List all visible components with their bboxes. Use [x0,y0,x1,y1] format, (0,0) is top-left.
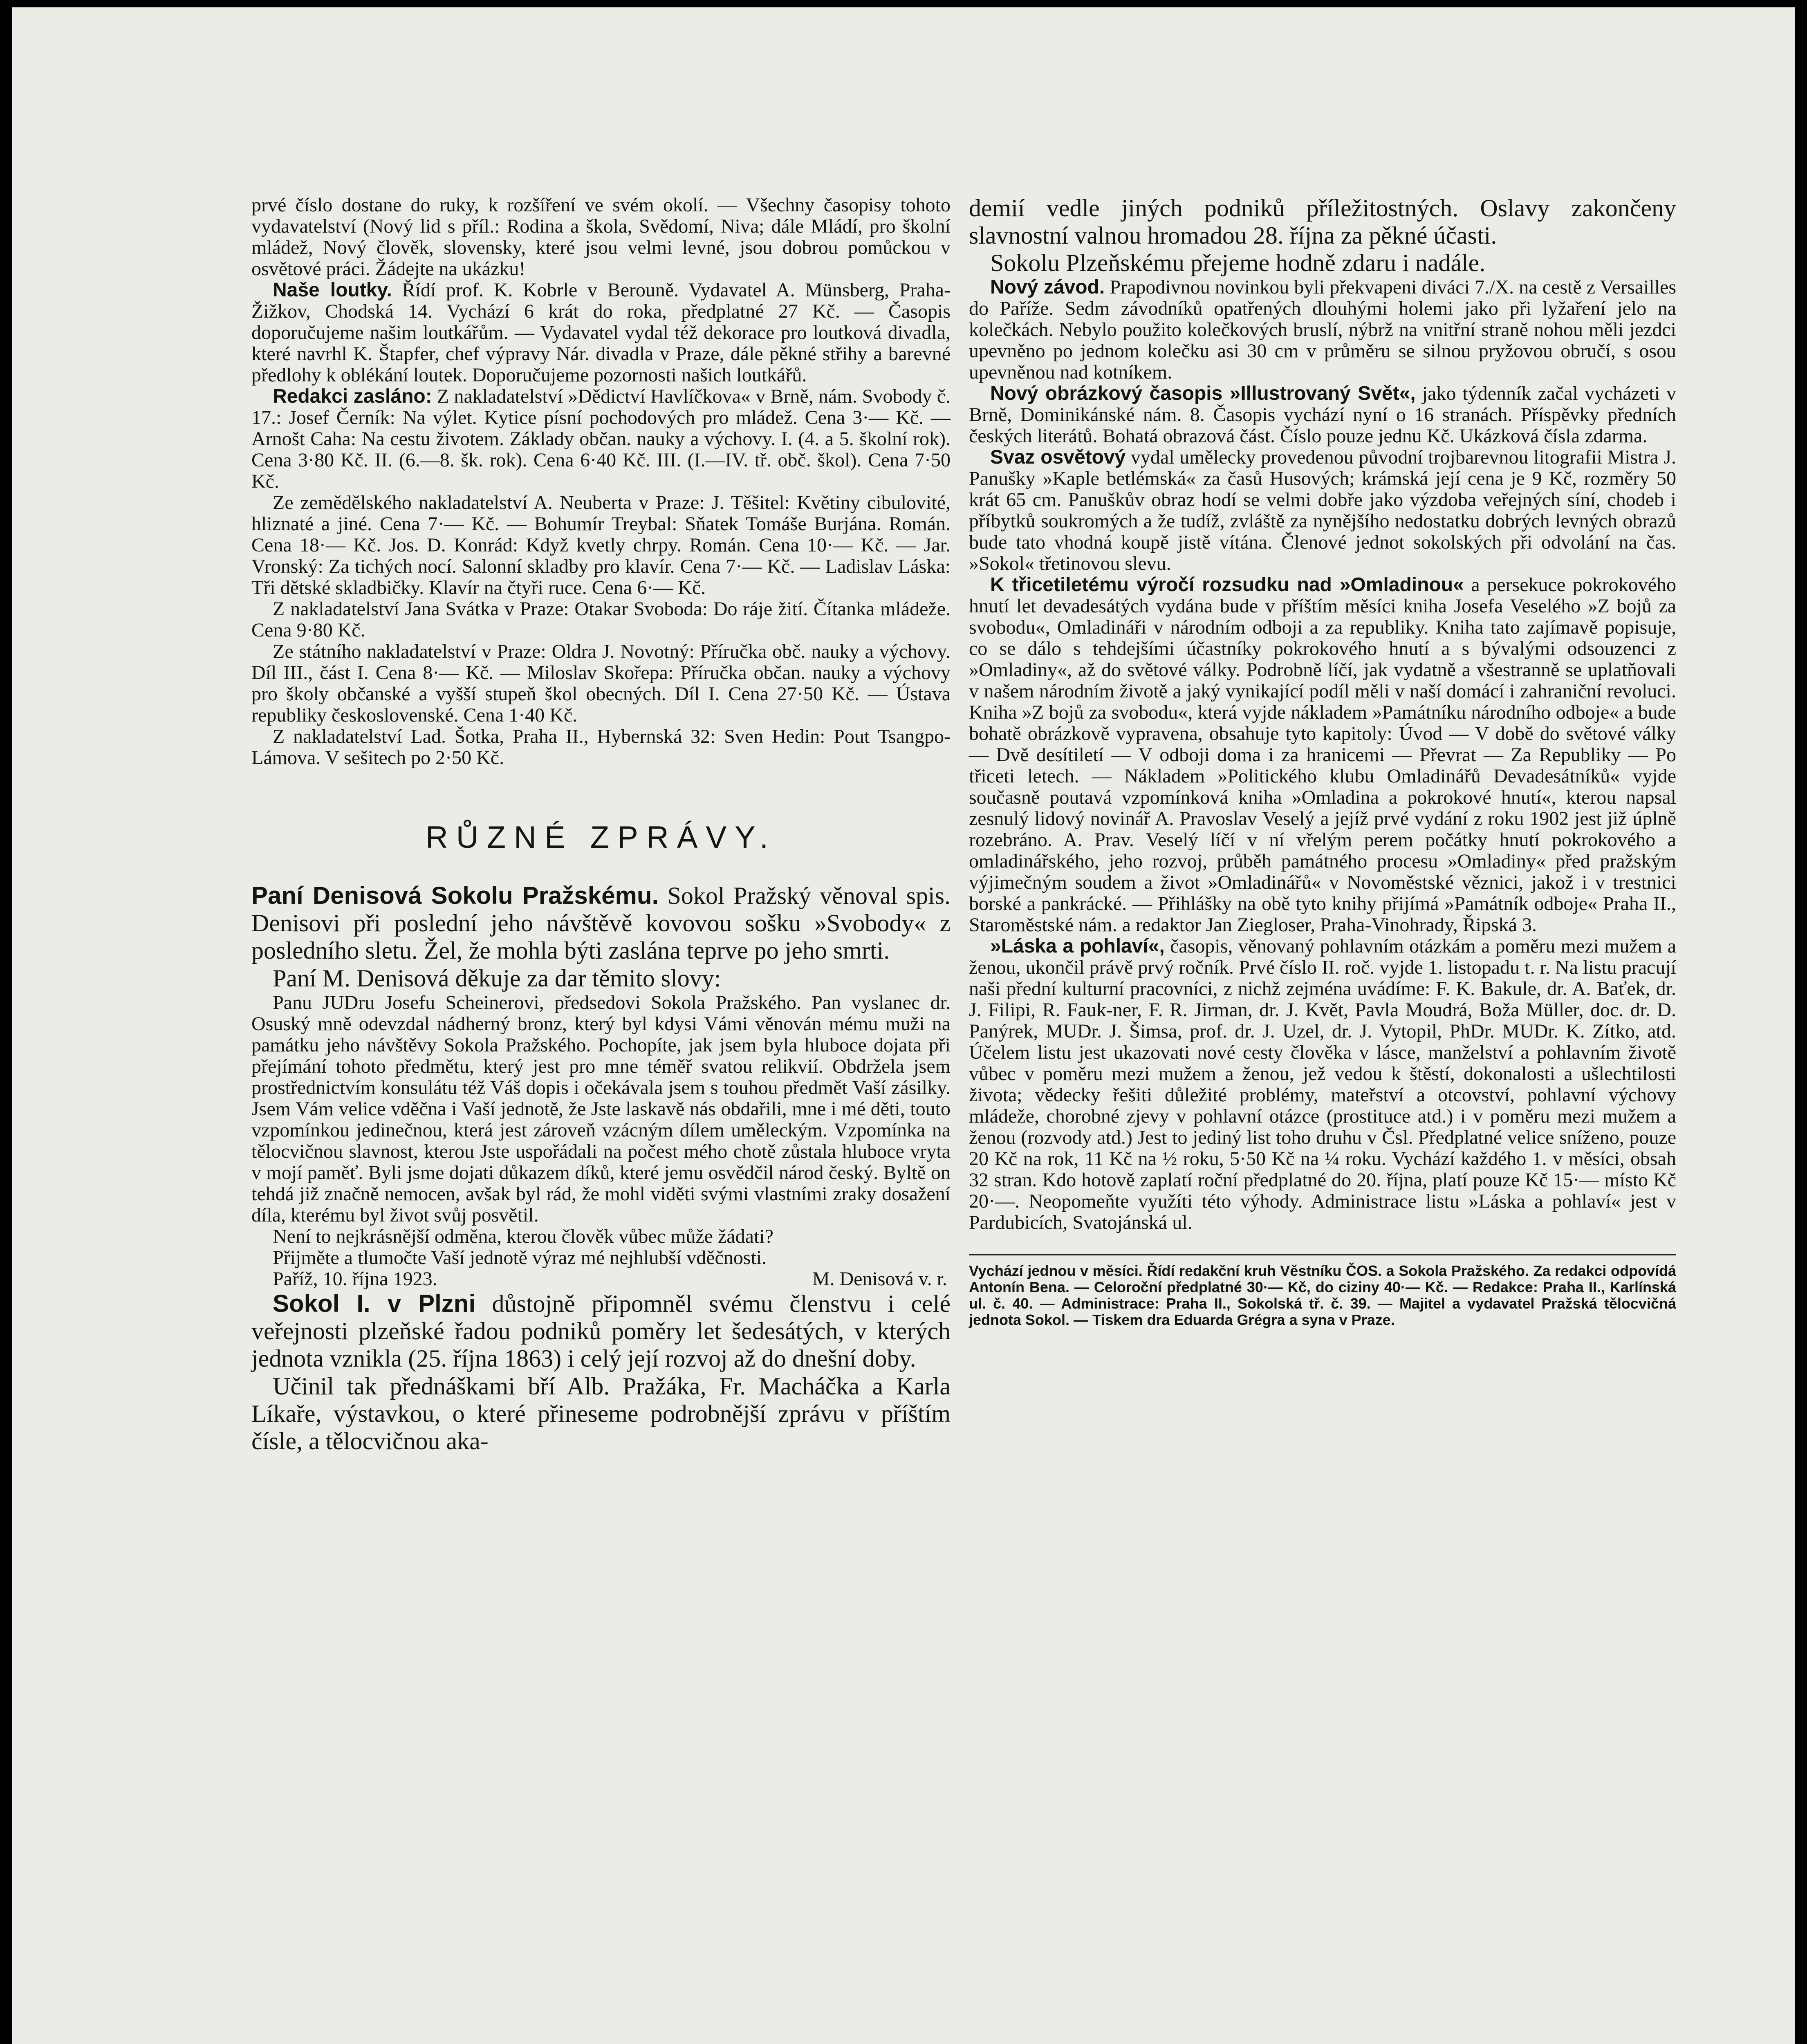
paragraph: Ze zemědělského nakladatelství A. Neuberta v Praze: J. Těšitel: Květiny cibulovité, hliznaté a jiné. Cena 7·— Kč. — Bohumír Treybal: Sňatek Tomáše Burjána. Román. Cena 18·— Kč. Jos. D. Konrád: Když kvetly chrpy. Román. Cena 10·— Kč. — Jar. Vronský: Za tichých nocí. Salonní skladby pro klavír. Cena 7·— Kč. — Ladislav Láska: Tři dětské skladbičky. Klavír na čtyři ruce. Cena 6·— Kč. [251,492,951,598]
left-column [251,195,951,1455]
right-column [969,195,1676,1328]
paragraph: Redakci zasláno: Z nakladatelství »Dědictví Havlíčkova« v Brně, nám. Svobody č. 17.: Josef Černík: Na výlet. Kytice písní pochodových pro mládež. Cena 3·— Kč. — Arnošt Caha: Na cestu životem. Základy občan. nauky a výchovy. I. (4. a 5. školní rok). Cena 3·80 Kč. II. (6.—8. šk. rok). Cena 6·40 Kč. III. (I.—IV. tř. obč. škol). Cena 7·50 Kč. [251,385,951,492]
paragraph: Ze státního nakladatelství v Praze: Oldra J. Novotný: Příručka obč. nauky a výchovy. Díl III., část I. Cena 8·— Kč. — Miloslav Skořepa: Příručka občan. nauky a výchovy pro školy občanské a vyšší stupeň škol obecných. Díl I. Cena 27·50 Kč. — Ústava republiky československé. Cena 1·40 Kč. [251,641,951,726]
paragraph: Z nakladatelství Lad. Šotka, Praha II., Hybernská 32: Sven Hedin: Pout Tsangpo-Lámova. V sešitech po 2·50 Kč. [251,726,951,769]
news-paragraph: Sokol I. v Plzni důstojně připomněl svému členstvu i celé veřejnosti plzeňské řadou podniků poměry let šedesátých, v kterých jednota vznikla (25. října 1863) i celý její rozvoj až do dnešní doby. [251,1290,951,1372]
journal-page [12,7,1795,2044]
news-paragraph: Učinil tak přednáškami bří Alb. Pražáka, Fr. Macháčka a Karla Líkaře, výstavkou, o které přineseme podrobnější zprávu v příštím čísle, a tělocvičnou aka- [251,1373,951,1455]
section-heading: RŮZNÉ ZPRÁVY. [425,820,777,855]
paragraph: Svaz osvětový vydal umělecky provedenou původní trojbarevnou litografii Mistra J. Panušky »Kaple betlémská« za časů Husových; krámská její cena je 9 Kč, rozměry 50 krát 65 cm. Panuškův obraz hodí se velmi dobře jako výzdoba veřejných síní, chodeb i příbytků soukromých a že tudíž, zvláště za nynějšího nedostatku dobrých levných obrazů bude tato vhodná koupě jistě vítána. Členové jednot sokolských při odvolání na čas. »Sokol« třetinovou slevu. [969,446,1677,574]
paragraph: Z nakladatelství Jana Svátka v Praze: Otakar Svoboda: Do ráje žití. Čítanka mládeže. Cena 9·80 Kč. [251,598,951,641]
paragraph: »Láska a pohlaví«, časopis, věnovaný pohlavním otázkám a poměru mezi mužem a ženou, ukončil právě prvý ročník. Prvé číslo II. roč. vyjde 1. listopadu t. r. Na listu pracují naši přední kulturní pracovníci, z nichž zejména uvádíme: F. K. Bakule, dr. A. Baťek, dr. J. Filipi, R. Fauk-ner, F. R. Jirman, dr. J. Květ, Pavla Moudrá, Boža Müller, doc. dr. D. Panýrek, MUDr. J. Šimsa, prof. dr. J. Uzel, dr. J. Vytopil, PhDr. MUDr. K. Zítko, atd. Účelem listu jest ukazovati nové cesty člověka v lásce, manželství a pohlavním životě vůbec v poměru mezi mužem a ženou, jež vedou k štěstí, dokonalosti a ušlechtilosti života; vědecky řešiti důležité problémy, mateřství a otcovství, pohlavní výchovy mládeže, chorobné zjevy v pohlavní otázce (prostituce atd.) i v poměru mezi mužem a ženou (rozvody atd.) Jest to jediný list toho druhu v Čsl. Předplatné velice sníženo, pouze 20 Kč na rok, 11 Kč na ½ roku, 5·50 Kč na ¼ roku. Vychází každého 1. v měsíci, obsah 32 stran. Kdo hotově zaplatí roční předplatné do 20. října, platí pouze Kč 15·— místo Kč 20·—. Neopomeňte využíti této výhody. Administrace listu »Láska a pohlaví« jest v Pardubicích, Svatojánská ul. [969,935,1677,1233]
news-paragraph: Paní M. Denisová děkuje za dar těmito slovy: [273,965,721,992]
news-paragraph: Paní Denisová Sokolu Pražskému. Sokol Pražský věnoval spis. Denisovi při poslední jeho návštěvě kovovou sošku »Svobody« z posledního sletu. Žel, že mohla býti zaslána teprve po jeho smrti. [251,882,951,964]
paragraph: prvé číslo dostane do ruky, k rozšíření ve svém okolí. — Všechny časopisy tohoto vydavatelství (Nový lid s příl.: Rodina a škola, Svědomí, Niva; dále Mládí, pro školní mládež, Nový člověk, slovensky, které jsou velmi levné, jsou dobrou pomůckou v osvětové práci. Žádejte na ukázku! [251,194,951,280]
paragraph: Nový obrázkový časopis »Illustrovaný Svět«, jako týdenník začal vycházeti v Brně, Dominikánské nám. 8. Časopis vychází nyní o 16 stranách. Příspěvky předních českých literátů. Bohatá obrazová část. Číslo pouze jednu Kč. Ukázková čísla zdarma. [969,383,1676,447]
news-paragraph: Sokolu Plzeňskému přejeme hodně zdaru i nadále. [990,249,1486,276]
paragraph: Naše loutky. Řídí prof. K. Kobrle v Berouně. Vydavatel A. Münsberg, Praha-Žižkov, Chodská 14. Vychází 6 krát do roka, předplatné 27 Kč. — Časopis doporučujeme našim loutkářům. — Vydavatel vydal též dekorace pro loutková divadla, které navrhl K. Štapfer, chef výpravy Nár. divadla v Praze, dále pěkné střihy a barevné předlohy k oblékání loutek. Doporučujeme pozornosti našich loutkářů. [251,279,951,386]
colophon [969,1254,1676,1328]
paragraph: Nový závod. Prapodivnou novinkou byli překvapeni diváci 7./X. na cestě z Versailles do Paříže. Sedm závodníků opatřených dlouhými holemi jako při lyžaření jelo na kolečkách. Nebylo použito kolečkových bruslí, nýbrž na vnitřní straně nohou měli jezdci upevněno po jednom kolečku asi 30 cm v průměru se silnou pryžovou obručí, s osou upevněnou nad kotníkem. [969,276,1677,383]
colophon-text: Vychází jednou v měsíci. Řídí redakční kruh Věstníku ČOS. a Sokola Pražského. Za redakci odpovídá Antonín Bena. — Celoroční předplatné 30·— Kč, do ciziny 40·— Kč. — Redakce: Praha II., Karlínská ul. č. 40. — Administrace: Praha II., Sokolská tř. č. 39. — Majitel a vydavatel Pražská tělocvičná jednota Sokol. — Tiskem dra Eduarda Grégra a syna v Praze. [969,1262,1676,1328]
letter-signature: M. Denisová v. r. [812,1268,947,1290]
letter-paragraph: Přijměte a tlumočte Vaší jednotě výraz mé nejhlubší vděčnosti. [273,1247,767,1269]
paragraph: K třicetiletému výročí rozsudku nad »Omladinou« a persekuce pokrokového hnutí let devadesátých vydána bude v příštím měsíci kniha Josefa Veselého »Z bojů za svobodu«, Omladináři v národním odboji a za republiky. Kniha tato zajímavě popisuje, co se dálo s tehdejšími účastníky pokrokového hnutí a s bývalými odsouzenci z »Omladiny«, až do světové války. Podrobně líčí, jak vydatně a všestranně se uplatňovali v našem národním životě a jaký vynikající podíl měli v naší domácí i zahraniční revoluci. Kniha »Z bojů za svobodu«, která vyjde nákladem »Památníku národního odboje« a bude bohatě obrázkově vypravena, obsahuje tyto kapitoly: Úvod — V době do světové války — Dvě desítiletí — V odboji doma i za hranicemi — Převrat — Za Republiky — Po třiceti letech. — Nákladem »Politického klubu Omladinářů Devadesátníků« vyjde současně poutavá vzpomínková kniha »Omladina a pokrokové hnutí«, kterou napsal zesnulý lidový novinář A. Pravoslav Veselý a jejíž prvé vydání z roku 1902 jest již úplně rozebráno. A. Prav. Veselý líčí v ní vřelým perem počátky hnutí pokrokového a omladinářského, jeho rozvoj, průběh památného procesu »Omladiny« před pražským výjimečným soudem a život »Omladinářů« v Novoměstské věznici, jakož i v trestnici borské a pankrácké. — Přihlášky na obě tyto knihy přijímá »Památník odboje« Praha II., Staroměstské nám. a redaktor Jan Ziegloser, Praha-Vinohrady, Řipská 3. [969,574,1676,936]
letter-signature-line [251,1269,951,1290]
news-paragraph: demií vedle jiných podniků příležitostných. Oslavy zakončeny slavnostní valnou hromadou 28. října za pěkné účasti. [969,195,1676,249]
letter-paragraph: Není to nejkrásnější odměna, kterou člověk vůbec může žádati? [273,1226,773,1247]
letter-date: Paříž, 10. října 1923. [273,1268,437,1290]
letter-paragraph: Panu JUDru Josefu Scheinerovi, předsedovi Sokola Pražského. Pan vyslanec dr. Osuský mně odevzdal nádherný bronz, který byl kdysi Vámi věnován mému muži na památku jeho návštěvy Sokola Pražského. Pochopíte, jak jsem byla hluboce dojata při přejímání tohoto předmětu, který jest pro mne téměř svatou relikvií. Obdržela jsem prostřednictvím konsulátu též Váš dopis i očekávala jsem s touhou předmět Vaší zásilky. Jsem Vám velice vděčna i Vaší jednotě, že Jste laskavě nás obdařili, mne i mé děti, touto vzpomínkou jedinečnou, která jest zároveň vzácným dílem uměleckým. Vzpomínka na tělocvičnou slavnost, kterou Jste uspořádali na počest mého chotě zůstala hluboce vryta v mojí paměť. Byli jsme dojati důkazem díků, které jemu osvědčil národ český. Byltě on tehdá již značně nemocen, avšak byl rád, že mohl viděti svými vlastními zraky dosažení díla, kterému byl život svůj posvětil. [251,992,951,1226]
